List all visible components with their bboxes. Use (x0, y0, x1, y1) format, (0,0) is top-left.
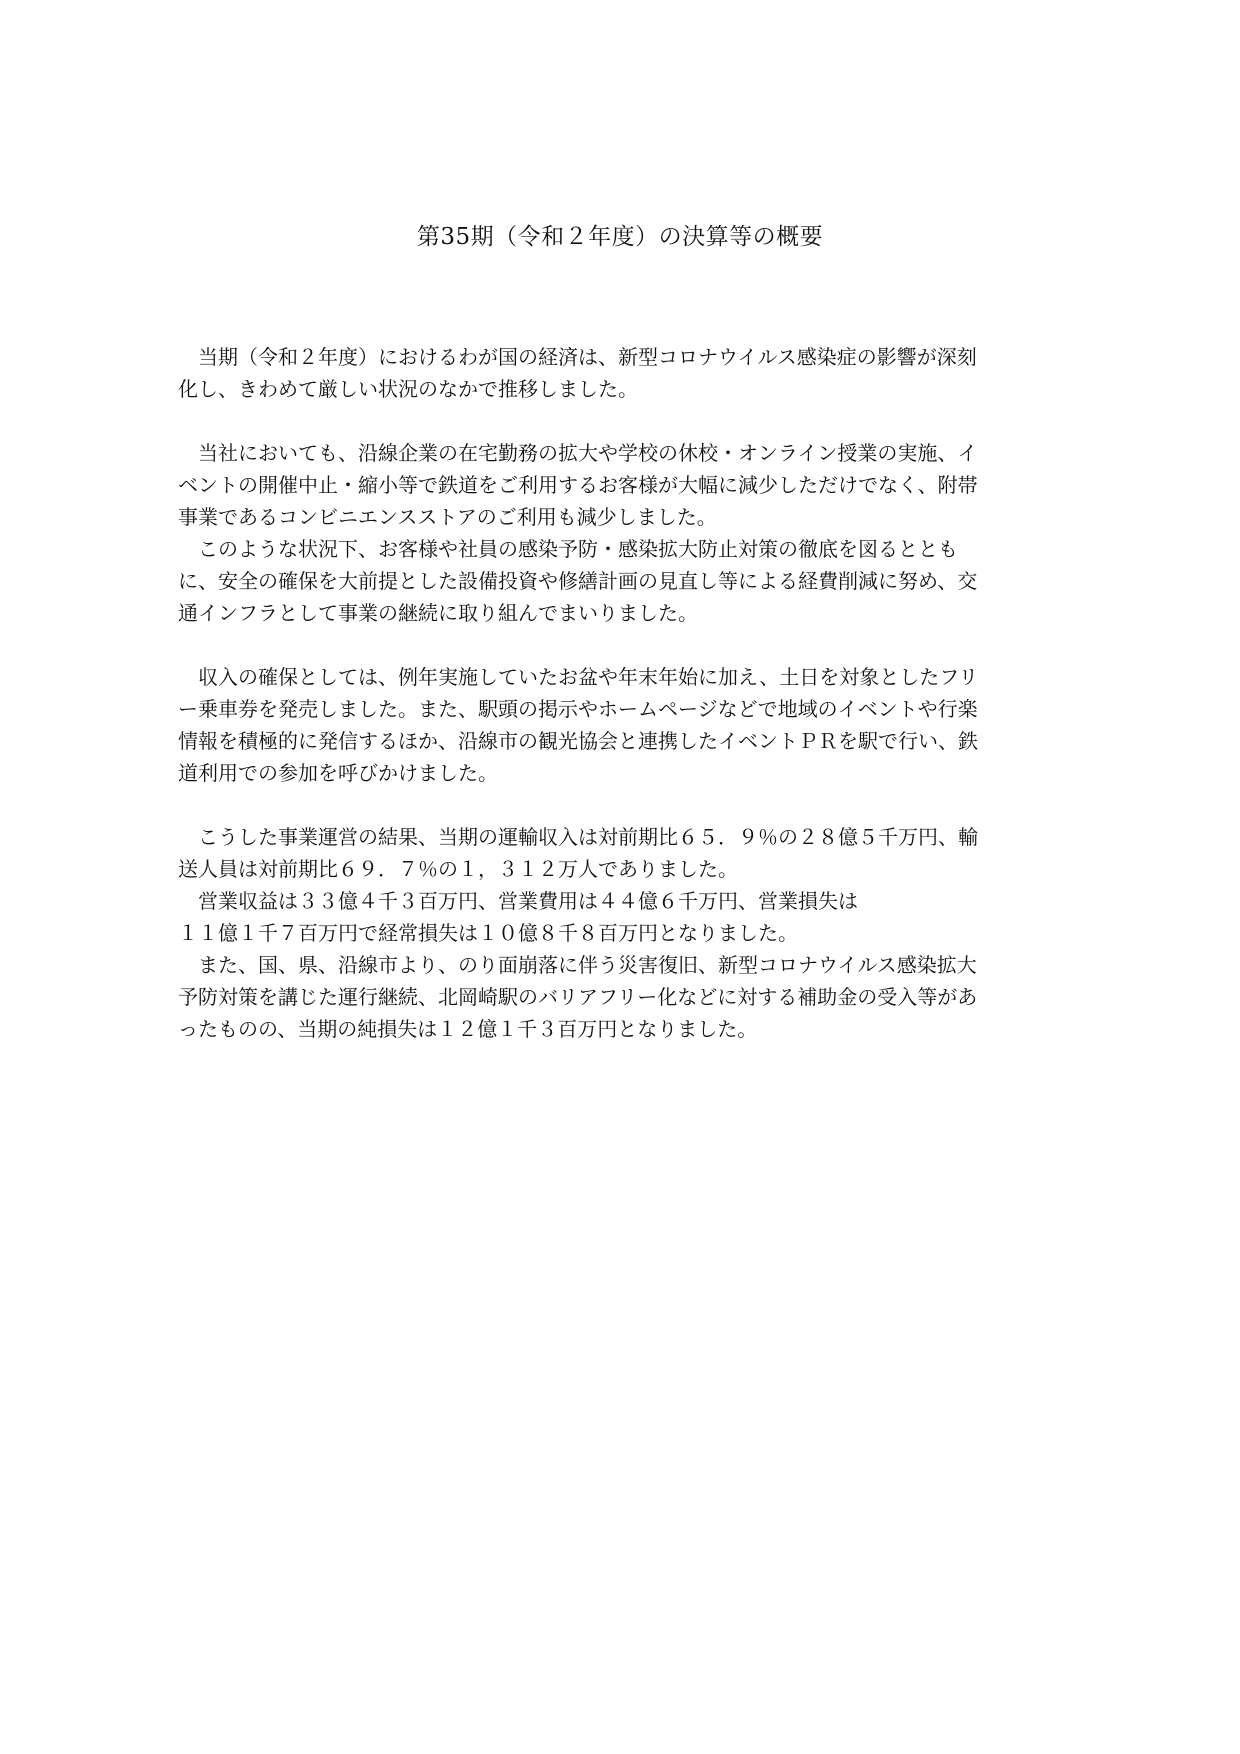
text-line: 化し、きわめて厳しい状況のなかで推移しました。 (178, 377, 638, 401)
text-line: 送人員は対前期比６９．７％の１，３１２万人でありました。 (178, 857, 738, 881)
text-line: 道利用での参加を呼びかけました。 (178, 761, 498, 785)
text-line: 収入の確保としては、例年実施していたお盆や年末年始に加え、土日を対象としたフリ (178, 665, 979, 689)
text-line: 予防対策を講じた運行継続、北岡崎駅のバリアフリー化などに対する補助金の受入等があ (178, 985, 978, 1009)
text-line: 事業であるコンビニエンスストアのご利用も減少しました。 (178, 505, 717, 529)
text-line: ー乗車券を発売しました。また、駅頭の掲示やホームページなどで地域のイベントや行楽 (178, 697, 978, 721)
text-line: こうした事業運営の結果、当期の運輸収入は対前期比６５．９％の２８億５千万円、輸 (178, 825, 978, 849)
paragraph (178, 437, 1062, 629)
paragraph-spacer (178, 405, 1062, 437)
text-line: ったものの、当期の純損失は１２億１千３百万円となりました。 (178, 1017, 758, 1041)
text-line: 当期（令和２年度）におけるわが国の経済は、新型コロナウイルス感染症の影響が深刻 (178, 345, 977, 369)
text-line: １１億１千７百万円で経常損失は１０億８千８百万円となりました。 (178, 921, 798, 945)
document-title: 第35期（令和２年度）の決算等の概要 (416, 224, 824, 250)
text-line: 情報を積極的に発信するほか、沿線市の観光協会と連携したイベントＰＲを駅で行い、鉄 (178, 729, 978, 753)
paragraph (178, 341, 1062, 405)
text-line: 営業収益は３３億４千３百万円、営業費用は４４億６千万円、営業損失は (178, 889, 858, 913)
paragraph (178, 821, 1062, 1045)
paragraph-spacer (178, 789, 1062, 821)
document-body (178, 341, 1062, 1045)
text-line: また、国、県、沿線市より、のり面崩落に伴う災害復旧、新型コロナウイルス感染拡大 (178, 953, 977, 977)
text-line: に、安全の確保を大前提とした設備投資や修繕計画の見直し等による経費削減に努め、交 (178, 569, 978, 593)
text-line: このような状況下、お客様や社員の感染予防・感染拡大防止対策の徹底を図るととも (178, 537, 958, 561)
text-line: 通インフラとして事業の継続に取り組んでまいりました。 (178, 601, 698, 625)
paragraph-spacer (178, 629, 1062, 661)
text-line: 当社においても、沿線企業の在宅勤務の拡大や学校の休校・オンライン授業の実施、イ (178, 441, 978, 465)
text-line: ベントの開催中止・縮小等で鉄道をご利用するお客様が大幅に減少しただけでなく、附帯 (178, 473, 978, 497)
paragraph (178, 661, 1062, 789)
